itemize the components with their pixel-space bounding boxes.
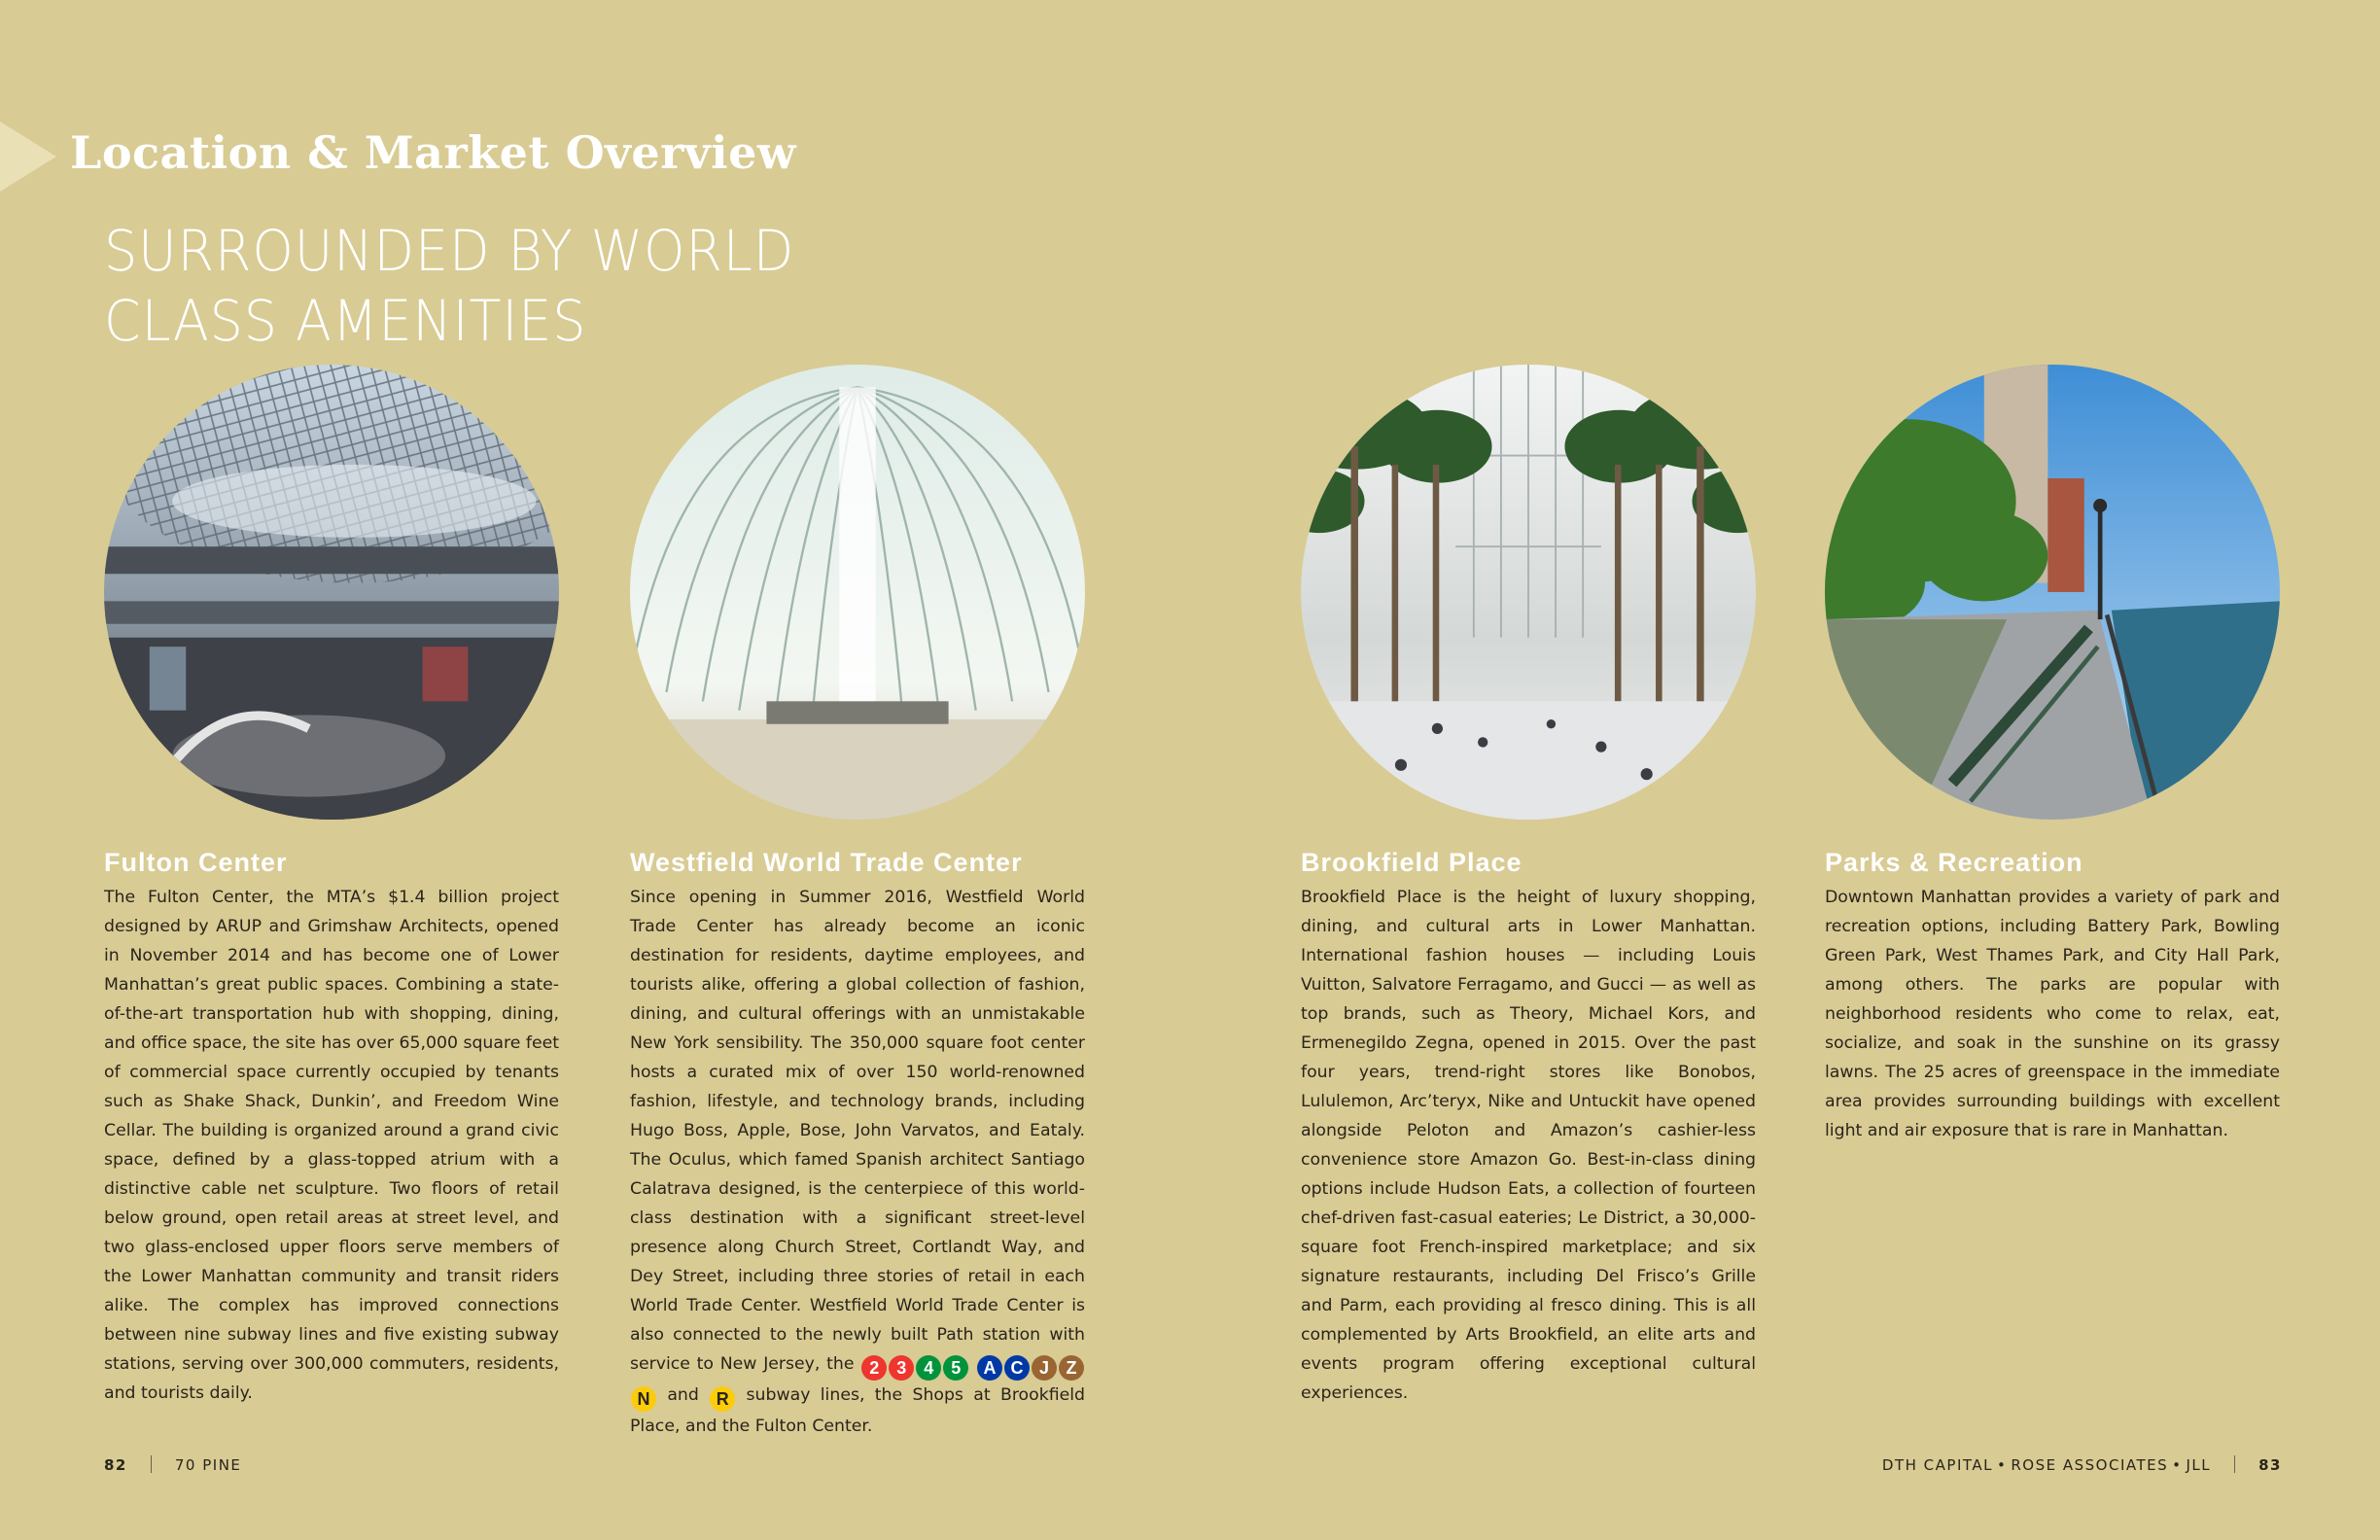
subway-bullet: Z [1059,1355,1084,1381]
brookfield-place-body: Brookfield Place is the height of luxury shopping, dining, and cultural arts in Lower Manhattan. International fashion houses — including Louis Vuitton, Salvatore Ferragamo, and Gucci — as well as top brands, such as Theory, Michael Kors, and Ermenegildo Zegna, opened in 2015. Over the past four years, trend-right stores like Bonobos, Lululemon, Arc’teryx, Nike and Untuckit have opened alongside Peloton and Amazon’s cashier-less convenience store Amazon Go. Best-in-class dining options include Hudson Eats, a collection of fourteen chef-driven fast-casual eateries; Le District, a 30,000-square foot French-inspired marketplace; and six signature restaurants, including Del Frisco’s Grille and Parm, each providing al fresco dining. This is all complemented by Arts Brookfield, an elite arts and events program offering exceptional cultural experiences. [1301,888,1756,1403]
footer-partner-1: DTH CAPITAL [1881,1456,1993,1474]
page-title-line-2: CLASS AMENITIES [104,288,587,354]
footer-divider [151,1455,152,1473]
subway-bullet: C [1004,1355,1030,1381]
footer-right [1882,1455,2282,1474]
westfield-wtc-body [630,883,1085,1441]
page-number-left: 82 [104,1456,127,1474]
brookfield-winter-garden-photo [1301,365,1756,820]
page-title [104,216,847,356]
westfield-wtc-title: Westfield World Trade Center [630,848,1023,877]
brookfield-place-title: Brookfield Place [1301,848,1522,877]
subway-bullet: A [977,1355,1002,1381]
subway-bullet: R [710,1386,735,1412]
subway-bullet: 5 [943,1355,968,1381]
subway-bullets-group-1 [860,1354,976,1378]
section-heading: Location & Market Overview [70,126,796,179]
footer-bullet: • [2172,1456,2183,1474]
footer-left [104,1455,241,1474]
subway-bullet: 2 [861,1355,887,1381]
fulton-center-photo [104,365,559,820]
page-number-right: 83 [2258,1456,2282,1474]
fulton-center-title: Fulton Center [104,848,288,877]
subway-bullet: 3 [889,1355,914,1381]
footer-divider [2234,1455,2235,1473]
fulton-center-body: The Fulton Center, the MTA’s $1.4 billion project designed by ARUP and Grimshaw Architects, opened in November 2014 and has become one of Lower Manhattan’s great public spaces. Combining a state-of-the-art transportation hub with shopping, dining, and office space, the site has over 65,000 square feet of commercial space currently occupied by tenants such as Shake Shack, Dunkin’, and Freedom Wine Cellar. The building is organized around a grand civic space, defined by a glass-topped atrium with a distinctive cable net sculpture. Two floors of retail below ground, open retail areas at street level, and two glass-enclosed upper floors serve members of the Lower Manhattan community and transit riders alike. The complex has improved connections between nine subway lines and five existing subway stations, serving over 300,000 commuters, residents, and tourists daily. [104,888,559,1403]
oculus-photo [630,365,1085,820]
footer-bullet: • [1997,1456,2008,1474]
parks-recreation-title: Parks & Recreation [1825,848,2083,877]
footer-partner-3: JLL [2186,1456,2212,1474]
footer-property-name: 70 PINE [174,1456,242,1474]
subway-bullet: N [631,1386,656,1412]
section-tab-arrow [0,122,56,192]
subway-bullet: J [1032,1355,1057,1381]
parks-recreation-body: Downtown Manhattan provides a variety of park and recreation options, including Battery Park, Bowling Green Park, West Thames Park, and City Hall Park, among others. The parks are popular with neighborhood residents who come to relax, eat, socialize, and soak in the sunshine on its grassy lawns. The 25 acres of greenspace in the immediate area provides surrounding buildings with excellent light and air exposure that is rare in Manhattan. [1825,888,2280,1140]
footer-partner-2: ROSE ASSOCIATES [2011,1456,2169,1474]
westfield-wtc-body-end: subway lines, the Shops at Brookfield Place, and the Fulton Center. [630,1385,1085,1436]
westfield-wtc-body-text: Since opening in Summer 2016, Westfield World Trade Center has already become an iconic destination for residents, daytime employees, and tourists alike, offering a global collection of fashion, dining, and cultural offerings with an unmistakable New York sensibility. The 350,000 square foot center hosts a curated mix of over 150 world-renowned fashion, lifestyle, and technology brands, including Hugo Boss, Apple, Bose, John Varvatos, and Eataly. The Oculus, which famed Spanish architect Santiago Calatrava designed, is the centerpiece of this world-class destination with a significant street-level presence along Church Street, Cortlandt Way, and Dey Street, including three stories of retail in each World Trade Center. Westfield World Trade Center is also connected to the newly built Path station with service to New Jersey, the [630,888,1085,1374]
and-word: and [667,1385,699,1405]
subway-bullet: 4 [916,1355,941,1381]
page-title-line-1: SURROUNDED BY WORLD [104,218,795,284]
waterfront-park-photo [1825,365,2280,820]
